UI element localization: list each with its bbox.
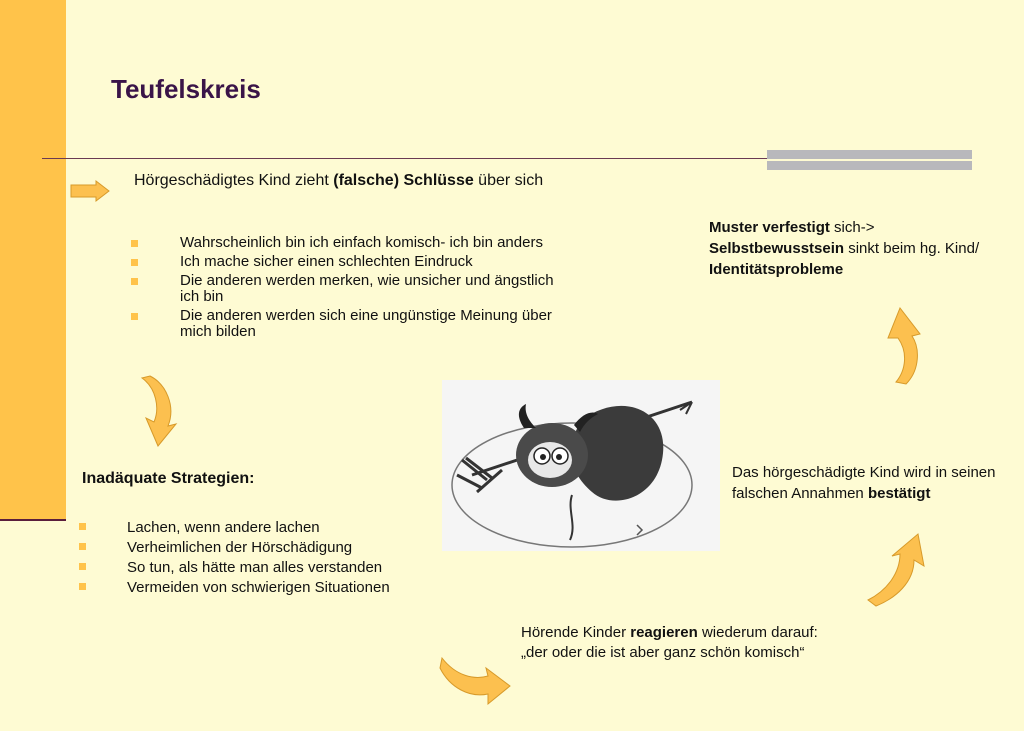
list-item: Vermeiden von schwierigen Situationen: [79, 578, 479, 598]
muster-text: [709, 217, 999, 280]
hoerend-bold: reagieren: [630, 624, 698, 641]
list-item: Verheimlichen der Hörschädigung: [79, 538, 479, 558]
muster-bold-2: Selbstbewusstsein: [709, 240, 845, 257]
curved-arrow-down-icon: [132, 376, 192, 448]
intro-suffix: über sich: [473, 172, 544, 189]
strategies-heading: Inadäquate Strategien:: [82, 470, 255, 487]
left-bar-edge: [0, 519, 66, 521]
right-arrow-icon: [70, 180, 110, 202]
hoerend-suffix: wiederum darauf:: [697, 624, 818, 641]
bestaetigt-prefix: Das hörgeschädigte Kind wird in seinen falschen Annahmen: [732, 464, 996, 502]
decorative-gray-bar: [767, 150, 972, 170]
slide-title: Teufelskreis: [111, 74, 261, 104]
intro-bold: (falsche) Schlüsse: [333, 172, 474, 189]
bestaetigt-text: [732, 462, 1017, 504]
list-item: Lachen, wenn andere lachen: [79, 518, 479, 538]
list-item: Die anderen werden merken, wie unsicher und ängstlich ich bin: [131, 273, 571, 305]
hoerend-text: [521, 623, 941, 663]
curved-arrow-right-icon: [440, 648, 512, 706]
left-accent-bar: [0, 0, 66, 520]
muster-bold-3: Identitätsprobleme: [709, 261, 844, 278]
list-item: So tun, als hätte man alles verstanden: [79, 558, 479, 578]
list-item: Die anderen werden sich eine ungünstige Meinung über mich bilden: [131, 308, 571, 340]
intro-text: [134, 172, 574, 189]
muster-text-2: sinkt beim hg. Kind/: [844, 240, 980, 257]
curved-arrow-up-right-icon: [866, 532, 928, 606]
strategies-list: [79, 518, 479, 598]
intro-prefix: Hörgeschädigtes Kind zieht: [134, 172, 334, 189]
curved-arrow-up-icon: [886, 308, 932, 386]
muster-text-1: sich->: [829, 219, 875, 236]
list-item: Ich mache sicher einen schlechten Eindruck: [131, 254, 571, 270]
hoerend-prefix: Hörende Kinder: [521, 624, 631, 641]
muster-bold-1: Muster verfestigt: [709, 219, 830, 236]
list-item: Wahrscheinlich bin ich einfach komisch- ich bin anders: [131, 235, 571, 251]
thoughts-list: [131, 235, 571, 343]
hoerend-quote: „der oder die ist aber ganz schön komisch“: [521, 644, 805, 661]
devil-illustration: [442, 380, 720, 551]
bestaetigt-bold: bestätigt: [867, 485, 931, 502]
